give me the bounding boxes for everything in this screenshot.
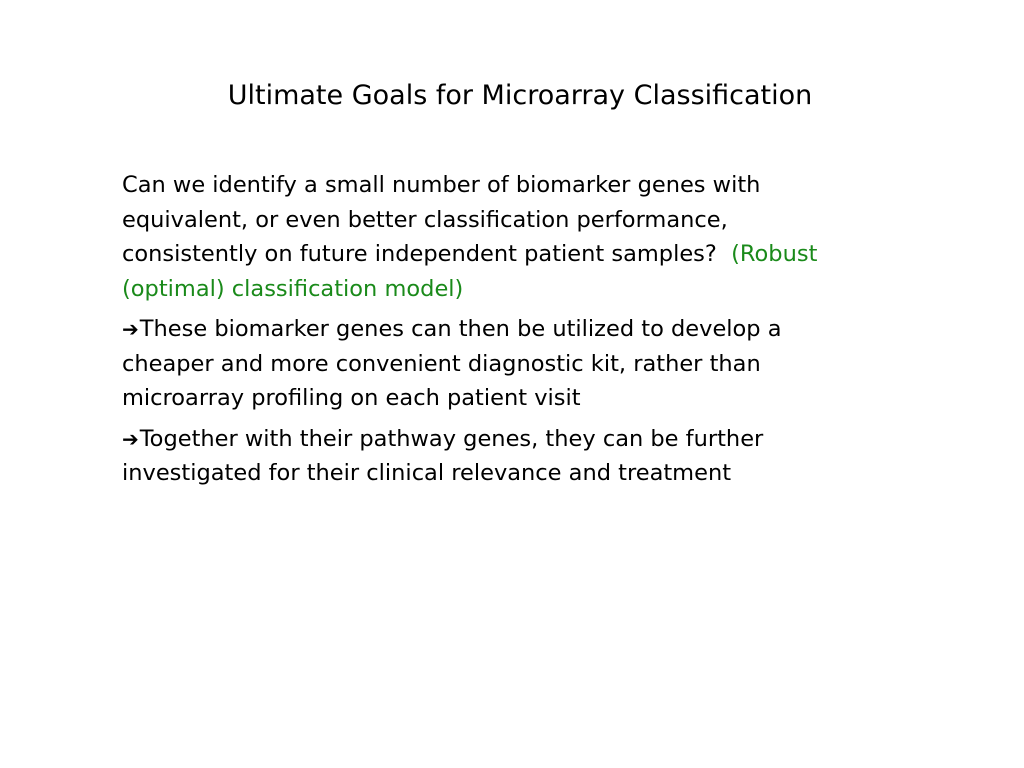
robust-model-note: (optimal) classification model) <box>122 275 464 302</box>
text-segment: consistently on future independent patient samples? <box>122 241 717 267</box>
text-line: cheaper and more convenient diagnostic kit, rather than <box>122 350 761 377</box>
text-segment: Together with their pathway genes, they can be further <box>139 425 764 452</box>
paragraph-diagnostic-kit <box>122 312 952 416</box>
text-line: equivalent, or even better classification performance, <box>122 206 728 233</box>
text-line: Can we identify a small number of biomarker genes with <box>122 172 761 198</box>
slide-body <box>122 168 952 497</box>
arrow-right-icon: ➔ <box>122 426 139 451</box>
arrow-right-icon: ➔ <box>122 317 139 341</box>
text-line <box>122 422 952 457</box>
paragraph-goal-question <box>122 168 952 306</box>
slide-title: Ultimate Goals for Microarray Classification <box>227 80 813 111</box>
text-line: investigated for their clinical relevance and treatment <box>122 460 732 486</box>
paragraph-pathway-genes <box>122 422 952 491</box>
text-line <box>122 312 952 347</box>
text-segment: These biomarker genes can then be utilized to develop a <box>139 316 782 342</box>
robust-label: (Robust <box>731 241 818 267</box>
text-line: microarray profiling on each patient visit <box>122 385 581 411</box>
text-line <box>122 237 952 272</box>
